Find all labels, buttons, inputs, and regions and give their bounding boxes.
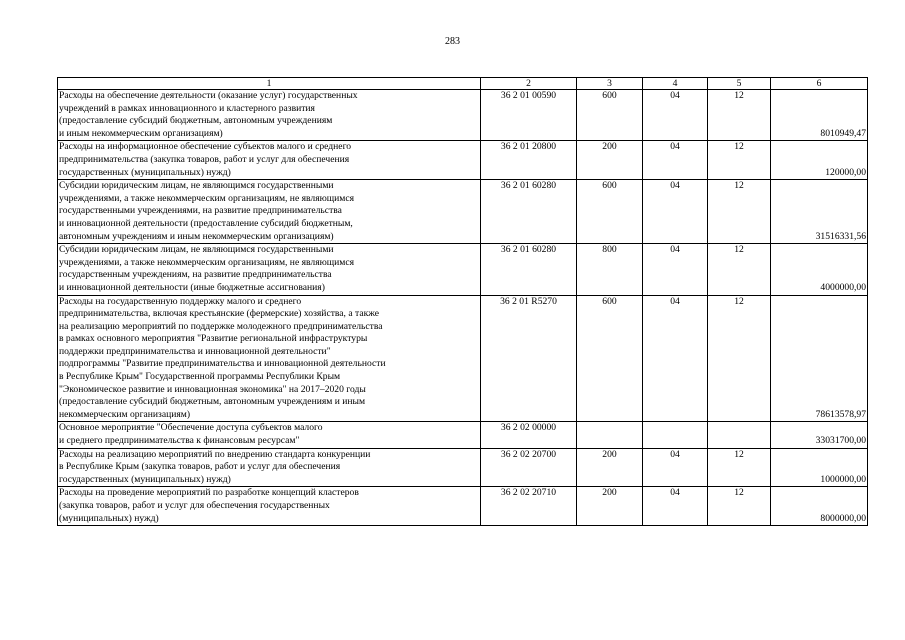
expense-name-line: учреждениями, а также некоммерческим организациям, не являющимся [59,256,355,268]
subsection-cell: 12 [708,448,771,487]
expense-name-cell [58,90,481,141]
table-row [58,141,868,180]
header-col-1: 1 [58,78,481,90]
subsection-cell [708,422,771,448]
expense-name-cell [58,295,481,422]
expense-name-cell [58,244,481,295]
expense-name-cell [58,487,481,526]
expense-name-line: в Республике Крым (закупка товаров, работ и услуг для обеспечения [59,461,341,473]
budget-code-cell: 36 2 01 60280 [481,180,577,244]
section-cell: 04 [643,141,708,180]
page-number: 283 [445,36,460,47]
expense-name-line: Расходы на проведение мероприятий по разработке концепций кластеров [59,487,359,499]
expense-name-line: Расходы на информационное обеспечение субъектов малого и среднего [59,141,352,153]
expense-name-line: государственных (муниципальных) нужд) [59,166,231,178]
budget-table [57,77,868,526]
table-row [58,487,868,526]
budget-code-cell: 36 2 01 R5270 [481,295,577,422]
amount-cell: 1000000,00 [771,448,868,487]
expense-name-cell [58,141,481,180]
expense-name-line: некоммерческим организациям) [59,408,191,420]
budget-code-cell: 36 2 02 20710 [481,487,577,526]
expense-name-line: и иным некоммерческим организациям) [59,127,223,139]
expense-name-line: государственным учреждениям, на развитие предпринимательства [59,269,332,281]
header-col-3: 3 [577,78,643,90]
table-row [58,244,868,295]
header-col-5: 5 [708,78,771,90]
header-col-6: 6 [771,78,868,90]
expense-group-cell: 600 [577,295,643,422]
expense-name-line: поддержки предпринимательства и инновационной деятельности" [59,345,331,357]
budget-code-cell: 36 2 01 20800 [481,141,577,180]
expense-name-line: (муниципальных) нужд) [59,512,159,524]
section-cell [643,422,708,448]
header-col-4: 4 [643,78,708,90]
expense-group-cell: 600 [577,90,643,141]
header-col-2: 2 [481,78,577,90]
expense-name-cell [58,422,481,448]
expense-name-line: учреждений в рамках инновационного и кластерного развития [59,102,315,114]
subsection-cell: 12 [708,141,771,180]
amount-cell: 8010949,47 [771,90,868,141]
amount-cell: 8000000,00 [771,487,868,526]
expense-name-line: подпрограммы "Развитие предпринимательства и инновационной деятельности [59,358,386,370]
subsection-cell: 12 [708,295,771,422]
subsection-cell: 12 [708,180,771,244]
expense-name-line: автономным учреждениям и иным некоммерческим организациям) [59,230,334,242]
budget-code-cell: 36 2 01 60280 [481,244,577,295]
expense-name-line: в Республике Крым" Государственной программы Республики Крым [59,371,341,383]
expense-group-cell: 200 [577,448,643,487]
expense-group-cell: 600 [577,180,643,244]
budget-code-cell: 36 2 02 20700 [481,448,577,487]
expense-name-cell [58,180,481,244]
table-row [58,422,868,448]
expense-name-line: Субсидии юридическим лицам, не являющимся государственными [59,244,334,256]
budget-code-cell: 36 2 02 00000 [481,422,577,448]
expense-name-line: на реализацию мероприятий по поддержке молодежного предпринимательства [59,320,383,332]
expense-group-cell: 200 [577,141,643,180]
expense-name-line: государственных (муниципальных) нужд) [59,473,231,485]
expense-name-line: (закупка товаров, работ и услуг для обеспечения государственных [59,500,330,511]
amount-cell: 78613578,97 [771,295,868,422]
subsection-cell: 12 [708,244,771,295]
expense-group-cell [577,422,643,448]
subsection-cell: 12 [708,90,771,141]
expense-name-line: предпринимательства, включая крестьянские (фермерские) хозяйства, а также [59,308,379,320]
amount-cell: 4000000,00 [771,244,868,295]
table-row [58,295,868,422]
expense-name-line: Расходы на реализацию мероприятий по внедрению стандарта конкуренции [59,448,371,460]
expense-name-line: Расходы на государственную поддержку малого и среднего [59,295,302,307]
section-cell: 04 [643,487,708,526]
expense-name-line: государственными учреждениями, на развитие предпринимательства [59,205,342,217]
table-row [58,90,868,141]
table-row [58,448,868,487]
subsection-cell: 12 [708,487,771,526]
amount-cell: 120000,00 [771,141,868,180]
table-row [58,180,868,244]
amount-cell: 31516331,56 [771,180,868,244]
expense-name-line: и инновационной деятельности (предоставление субсидий бюджетным, [59,217,353,229]
expense-name-line: "Экономическое развитие и инновационная экономика" на 2017–2020 годы [59,383,366,395]
expense-name-line: Расходы на обеспечение деятельности (оказание услуг) государственных [59,90,358,101]
section-cell: 04 [643,448,708,487]
expense-name-cell [58,448,481,487]
budget-code-cell: 36 2 01 00590 [481,90,577,141]
section-cell: 04 [643,180,708,244]
expense-name-line: и инновационной деятельности (иные бюджетные ассигнования) [59,281,325,293]
table-header-row [58,78,868,90]
expense-name-line: и среднего предпринимательства к финансовым ресурсам" [59,435,300,447]
expense-name-line: в рамках основного мероприятия "Развитие региональной инфраструктуры [59,333,368,345]
expense-name-line: (предоставление субсидий бюджетным, автономным учреждениям [59,115,333,127]
expense-name-line: учреждениями, а также некоммерческим организациям, не являющимся [59,192,355,204]
expense-name-line: Субсидии юридическим лицам, не являющимся государственными [59,180,334,192]
section-cell: 04 [643,295,708,422]
expense-name-line: (предоставление субсидий бюджетным, автономным учреждениям и иным [59,396,366,408]
expense-group-cell: 200 [577,487,643,526]
amount-cell: 33031700,00 [771,422,868,448]
expense-group-cell: 800 [577,244,643,295]
section-cell: 04 [643,244,708,295]
expense-name-line: предпринимательства (закупка товаров, работ и услуг для обеспечения [59,153,350,165]
section-cell: 04 [643,90,708,141]
expense-name-line: Основное мероприятие "Обеспечение доступа субъектов малого [59,422,323,434]
